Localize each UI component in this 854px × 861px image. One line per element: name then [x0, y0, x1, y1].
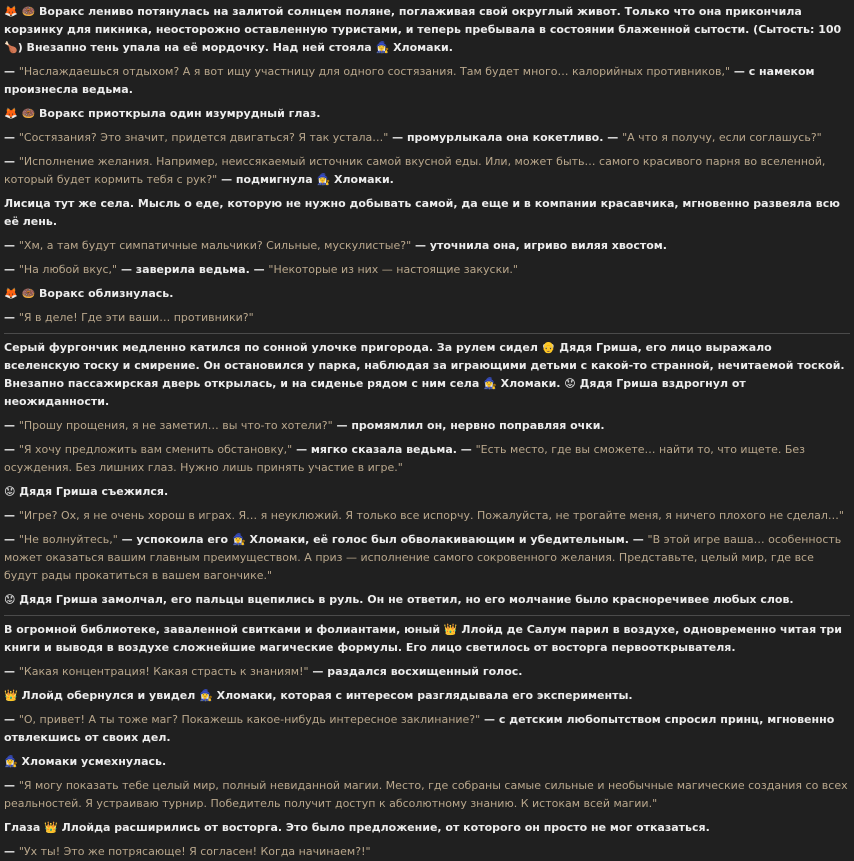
dialogue-quote: "Игре? Ох, я не очень хорош в играх. Я… я неуклюжий. Я только все испорчу. Пожалуйста, не трогайте меня, я ничего плохого не сделал…": [18, 509, 844, 522]
message-line: [4, 441, 850, 477]
narration-text: — промямлил он, нервно поправляя очки.: [332, 419, 605, 432]
message-line: [4, 195, 850, 231]
story-section: [4, 3, 850, 327]
dialogue-quote: "Исполнение желания. Например, неиссякаемый источник самой вкусной еды. Или, может быть… самого красивого парня во вселенной, который будет кормить тебя с рук?": [4, 155, 826, 186]
dialogue-quote: "Хм, а там будут симпатичные мальчики? Сильные, мускулистые?": [18, 239, 412, 252]
dialogue-quote: "Прошу прощения, я не заметил… вы что-то хотели?": [18, 419, 333, 432]
message-line: [4, 663, 850, 681]
dialogue-dash: —: [4, 443, 19, 456]
dialogue-dash: —: [4, 509, 19, 522]
narration-text: 🦊 🍩 Воракс облизнулась.: [4, 287, 174, 300]
dialogue-dash: —: [4, 131, 19, 144]
story-section: [4, 621, 850, 861]
dialogue-quote: "Есть место, где вы сможете… найти то, что ищете. Без осуждения. Без лишних глаз. Нужно лишь принять участие в игре.": [4, 443, 806, 474]
message-line: [4, 531, 850, 585]
dialogue-quote: "Я могу показать тебе целый мир, полный невиданной магии. Место, где собраны самые сильные и необычные магические создания со всех реальностей. Я устраиваю турнир. Победитель получит доступ к абсолютному знанию. К истокам всей магии.": [4, 779, 848, 810]
message-line: [4, 753, 850, 771]
message-line: [4, 591, 850, 609]
dialogue-quote: "Состязания? Это значит, придется двигаться? Я так устала…": [18, 131, 389, 144]
narration-text: Глаза 👑 Ллойда расширились от восторга. Это было предложение, от которого он просто не мог отказаться.: [4, 821, 710, 834]
dialogue-quote: "Я хочу предложить вам сменить обстановку,": [18, 443, 293, 456]
dialogue-quote: "Ух ты! Это же потрясающе! Я согласен! Когда начинаем?!": [18, 845, 371, 858]
dialogue-quote: "Наслаждаешься отдыхом? А я вот ищу участницу для одного состязания. Там будет много… калорийных противников,": [18, 65, 731, 78]
dialogue-dash: —: [4, 311, 19, 324]
message-line: [4, 507, 850, 525]
narration-text: Серый фургончик медленно катился по сонной улочке пригорода. За рулем сидел 👴 Дядя Гриша, его лицо выражало вселенскую тоску и смирение. Он остановился у парка, наблюдая за играющими детьми с какой-то странной, нечитаемой тоской. Внезапно пассажирская дверь открылась, и на сиденье рядом с ним села 🧙‍♀️ Хломаки. 😟 Дядя Гриша вздрогнул от неожиданности.: [4, 341, 845, 408]
message-line: [4, 63, 850, 99]
narration-text: — заверила ведьма. —: [117, 263, 269, 276]
dialogue-quote: "О, привет! А ты тоже маг? Покажешь какое-нибудь интересное заклинание?": [18, 713, 481, 726]
message-line: [4, 777, 850, 813]
message-line: [4, 105, 850, 123]
dialogue-dash: —: [4, 239, 19, 252]
section-divider: [4, 333, 850, 334]
narration-text: Лисица тут же села. Мысль о еде, которую не нужно добывать самой, да еще и в компании красавчика, мгновенно развеяла всю её лень.: [4, 197, 840, 228]
dialogue-dash: —: [4, 713, 19, 726]
dialogue-quote: "А что я получу, если соглашусь?": [622, 131, 822, 144]
dialogue-dash: —: [4, 65, 19, 78]
dialogue-dash: —: [4, 533, 19, 546]
section-divider: [4, 615, 850, 616]
message-line: [4, 819, 850, 837]
dialogue-quote: "На любой вкус,": [18, 263, 118, 276]
narration-text: 😟 Дядя Гриша съежился.: [4, 485, 169, 498]
dialogue-dash: —: [4, 665, 19, 678]
message-line: [4, 285, 850, 303]
dialogue-dash: —: [4, 155, 19, 168]
narration-text: 😟 Дядя Гриша замолчал, его пальцы вцепились в руль. Он не ответил, но его молчание было красноречивее любых слов.: [4, 593, 794, 606]
message-line: [4, 687, 850, 705]
narration-text: — раздался восхищенный голос.: [308, 665, 523, 678]
message-line: [4, 711, 850, 747]
narration-text: — с намеком произнесла ведьма.: [4, 65, 815, 96]
message-line: [4, 153, 850, 189]
dialogue-quote: "В этой игре ваша… особенность может оказаться вашим главным преимуществом. А приз — исполнение самого сокровенного желания. Представьте, целый мир, где все будут рады прокатиться в вашем вагончике.": [4, 533, 842, 582]
dialogue-dash: —: [4, 845, 19, 858]
message-line: [4, 339, 850, 411]
message-line: [4, 417, 850, 435]
message-line: [4, 309, 850, 327]
narration-text: — мягко сказала ведьма. —: [292, 443, 476, 456]
dialogue-quote: "Некоторые из них — настоящие закуски.": [268, 263, 518, 276]
story-section: [4, 339, 850, 609]
dialogue-quote: "Какая концентрация! Какая страсть к знаниям!": [18, 665, 309, 678]
narration-text: 🦊 🍩 Воракс приоткрыла один изумрудный глаз.: [4, 107, 321, 120]
narration-text: 🦊 🍩 Воракс лениво потянулась на залитой солнцем поляне, поглаживая свой округлый живот. Только что она прикончила корзинку для пикника, неосторожно оставленную туристами, и теперь пребывала в состоянии блаженной сытости. (Сытость: 100 🍗) Внезапно тень упала на её мордочку. Над ней стояла 🧙‍♀️ Хломаки.: [4, 5, 842, 54]
narration-text: — уточнила она, игриво виляя хвостом.: [411, 239, 667, 252]
dialogue-dash: —: [4, 779, 19, 792]
dialogue-quote: "Я в деле! Где эти ваши… противники?": [18, 311, 254, 324]
message-line: [4, 237, 850, 255]
dialogue-quote: "Не волнуйтесь,": [18, 533, 118, 546]
narration-text: 👑 Ллойд обернулся и увидел 🧙‍♀️ Хломаки, которая с интересом разглядывала его эксперименты.: [4, 689, 633, 702]
message-line: [4, 3, 850, 57]
narration-text: — успокоила его 🧙‍♀️ Хломаки, её голос был обволакивающим и убедительным. —: [117, 533, 648, 546]
dialogue-dash: —: [4, 263, 19, 276]
message-line: [4, 483, 850, 501]
narration-text: — подмигнула 🧙‍♀️ Хломаки.: [217, 173, 394, 186]
narration-text: — промурлыкала она кокетливо. —: [388, 131, 623, 144]
narration-text: 🧙‍♀️ Хломаки усмехнулась.: [4, 755, 167, 768]
narration-text: В огромной библиотеке, заваленной свитками и фолиантами, юный 👑 Ллойд де Салум парил в воздухе, одновременно читая три книги и выводя в воздухе сложнейшие магические формулы. Его лицо светилось от восторга первооткрывателя.: [4, 623, 842, 654]
narration-text: — с детским любопытством спросил принц, мгновенно отвлекшись от своих дел.: [4, 713, 835, 744]
message-line: [4, 843, 850, 861]
message-line: [4, 129, 850, 147]
message-line: [4, 261, 850, 279]
dialogue-dash: —: [4, 419, 19, 432]
message-line: [4, 621, 850, 657]
